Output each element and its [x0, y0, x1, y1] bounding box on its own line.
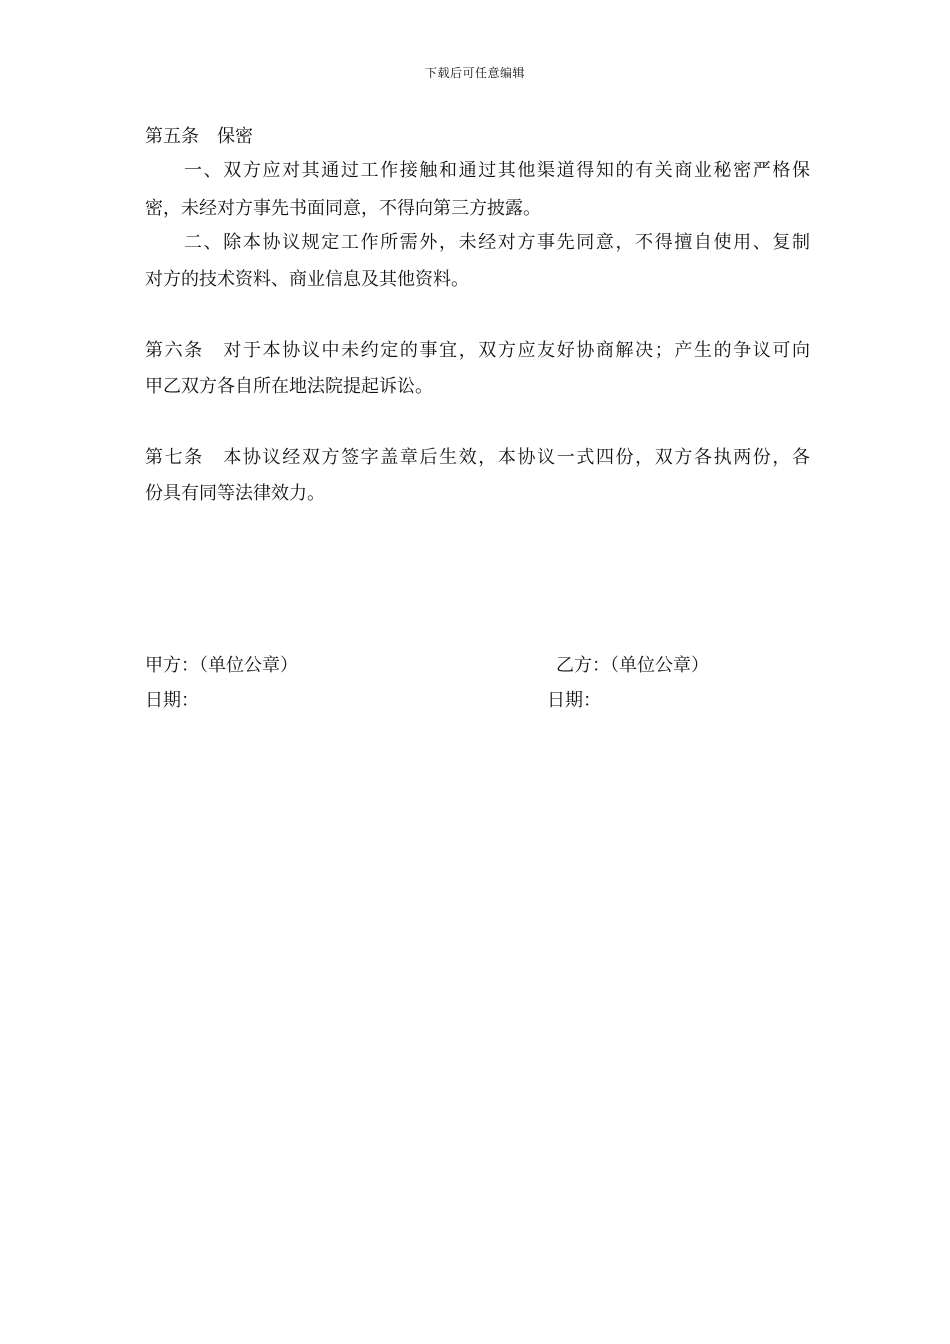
article-6-line-1	[145, 339, 810, 363]
article-5-item-1-line-1: 一、双方应对其通过工作接触和通过其他渠道得知的有关商业秘密严格保	[184, 160, 810, 181]
article-7-line-1	[145, 446, 810, 470]
article-5-number: 第五条	[145, 126, 199, 147]
article-6-line-2: 甲乙双方各自所在地法院提起诉讼。	[145, 376, 433, 397]
article-7-number: 第七条	[145, 447, 204, 468]
party-b-seal: 乙方：（单位公章）	[556, 655, 709, 676]
party-a-seal: 甲方：（单位公章）	[145, 655, 298, 676]
article-6-number: 第六条	[145, 340, 204, 361]
article-5-item-2-line-2: 对方的技术资料、商业信息及其他资料。	[145, 269, 469, 290]
party-b-date: 日期：	[547, 690, 601, 711]
party-a-date: 日期：	[145, 690, 199, 711]
article-6-text: 对于本协议中未约定的事宜，双方应友好协商解决；产生的争议可向	[221, 340, 811, 361]
article-5-heading	[145, 125, 810, 149]
article-5-title: 保密	[217, 126, 253, 147]
article-5-item-2-line-1: 二、除本协议规定工作所需外，未经对方事先同意，不得擅自使用、复制	[184, 232, 810, 253]
article-7-line-2: 份具有同等法律效力。	[145, 483, 325, 504]
page-header: 下载后可任意编辑	[424, 66, 525, 80]
article-5-item-1-line-2: 密，未经对方事先书面同意，不得向第三方披露。	[145, 198, 541, 219]
article-7-text: 本协议经双方签字盖章后生效，本协议一式四份，双方各执两份，各	[221, 447, 811, 468]
